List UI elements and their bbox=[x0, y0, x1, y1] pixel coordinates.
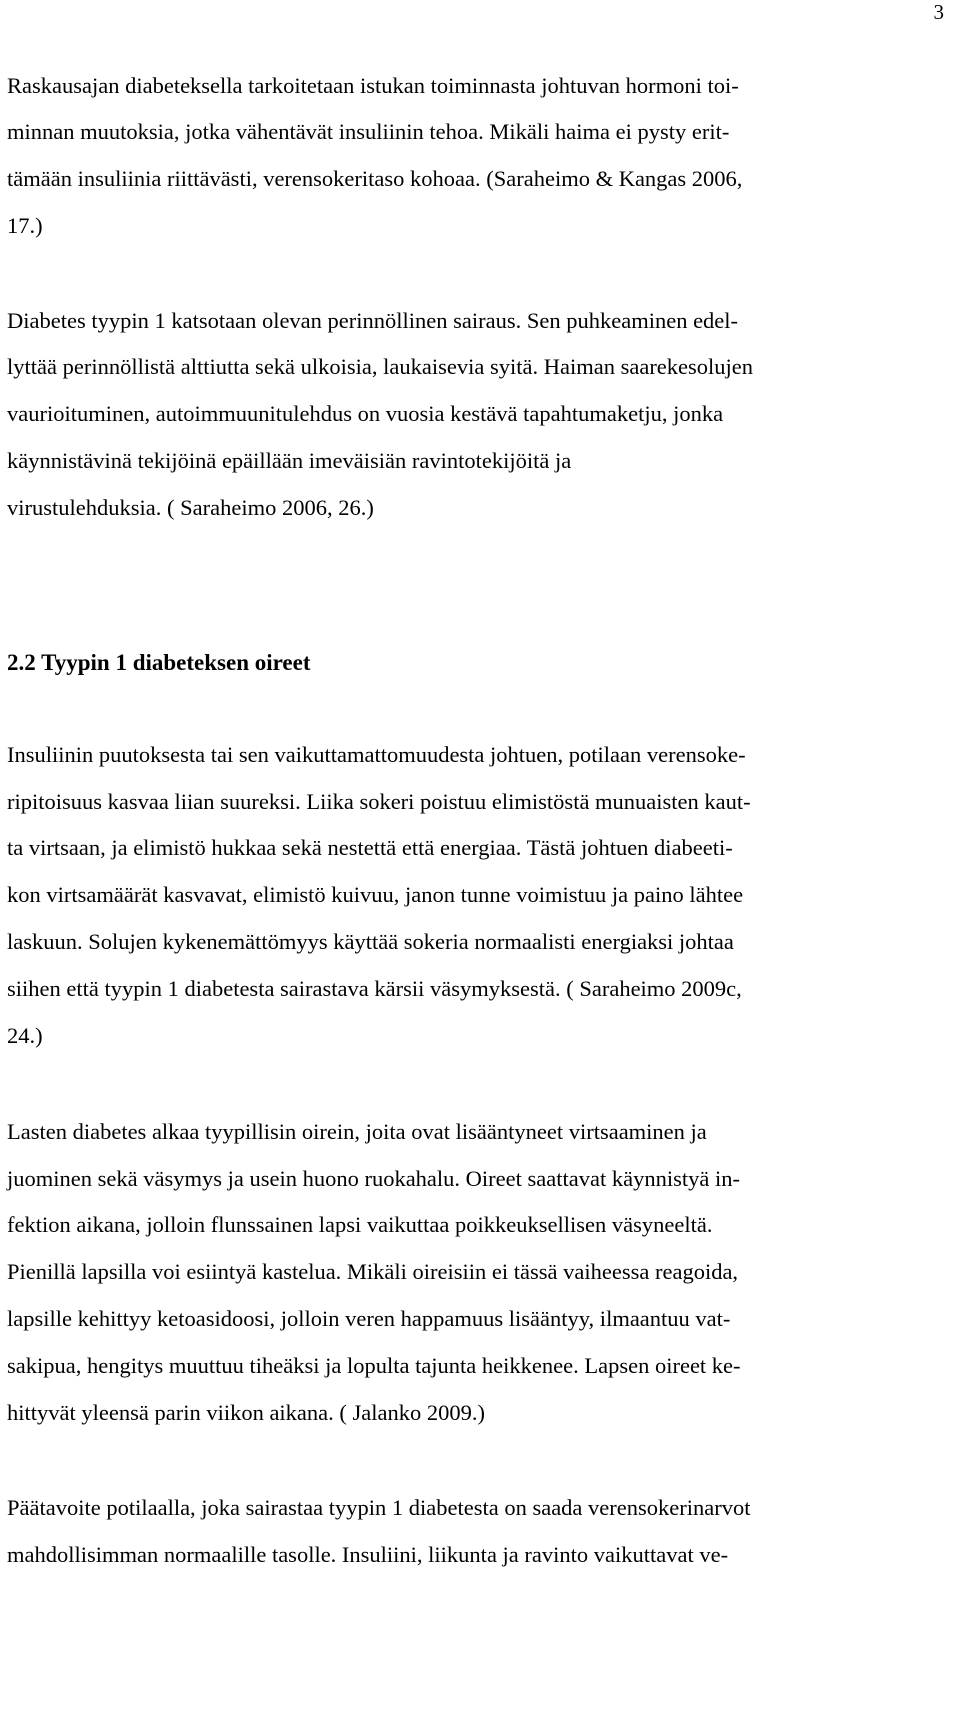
text-line: Insuliinin puutoksesta tai sen vaikuttamattomuudesta johtuen, potilaan verensoke- bbox=[7, 742, 746, 767]
text-line: vaurioituminen, autoimmuunitulehdus on vuosia kestävä tapahtumaketju, jonka bbox=[7, 401, 724, 426]
text-line: Raskausajan diabeteksella tarkoitetaan istukan toiminnasta johtuvan hormoni toi- bbox=[7, 73, 739, 98]
text-line: virustulehduksia. ( Saraheimo 2006, 26.) bbox=[7, 495, 374, 520]
page-number: 3 bbox=[933, 0, 944, 24]
text-line: hittyvät yleensä parin viikon aikana. ( Jalanko 2009.) bbox=[7, 1400, 485, 1425]
text-line: Päätavoite potilaalla, joka sairastaa tyypin 1 diabetesta on saada verensokerinarvot bbox=[7, 1495, 751, 1520]
text-line: Pienillä lapsilla voi esiintyä kastelua. Mikäli oireisiin ei tässä vaiheessa reagoida, bbox=[7, 1259, 739, 1284]
text-line: käynnistävinä tekijöinä epäillään imeväisiän ravintotekijöitä ja bbox=[7, 448, 572, 473]
text-line: ta virtsaan, ja elimistö hukkaa sekä nestettä että energiaa. Tästä johtuen diabeeti- bbox=[7, 835, 733, 860]
text-line: fektion aikana, jolloin flunssainen lapsi vaikuttaa poikkeuksellisen väsyneeltä. bbox=[7, 1212, 713, 1237]
text-line: lyttää perinnöllistä alttiutta sekä ulkoisia, laukaisevia syitä. Haiman saarekesolujen bbox=[7, 354, 754, 379]
text-line: tämään insuliinia riittävästi, verensokeritaso kohoaa. (Saraheimo & Kangas 2006, bbox=[7, 166, 743, 191]
text-line: ripitoisuus kasvaa liian suureksi. Liika sokeri poistuu elimistöstä munuaisten kaut- bbox=[7, 789, 751, 814]
text-line: Lasten diabetes alkaa tyypillisin oirein, joita ovat lisääntyneet virtsaaminen ja bbox=[7, 1119, 707, 1144]
text-line: siihen että tyypin 1 diabetesta sairastava kärsii väsymyksestä. ( Saraheimo 2009c, bbox=[7, 976, 742, 1001]
text-line: minnan muutoksia, jotka vähentävät insuliinin tehoa. Mikäli haima ei pysty erit- bbox=[7, 119, 730, 144]
text-line: 24.) bbox=[7, 1023, 43, 1048]
section-heading: 2.2 Tyypin 1 diabeteksen oireet bbox=[7, 650, 311, 675]
text-line: juominen sekä väsymys ja usein huono ruokahalu. Oireet saattavat käynnistyä in- bbox=[7, 1166, 740, 1191]
text-line: lapsille kehittyy ketoasidoosi, jolloin veren happamuus lisääntyy, ilmaantuu vat- bbox=[7, 1306, 731, 1331]
text-line: kon virtsamäärät kasvavat, elimistö kuivuu, janon tunne voimistuu ja paino lähtee bbox=[7, 882, 744, 907]
text-line: 17.) bbox=[7, 213, 43, 238]
text-line: Diabetes tyypin 1 katsotaan olevan perinnöllinen sairaus. Sen puhkeaminen edel- bbox=[7, 308, 739, 333]
text-line: sakipua, hengitys muuttuu tiheäksi ja lopulta tajunta heikkenee. Lapsen oireet ke- bbox=[7, 1353, 741, 1378]
text-line: laskuun. Solujen kykenemättömyys käyttää sokeria normaalisti energiaksi johtaa bbox=[7, 929, 734, 954]
text-line: mahdollisimman normaalille tasolle. Insuliini, liikunta ja ravinto vaikuttavat ve- bbox=[7, 1542, 729, 1567]
